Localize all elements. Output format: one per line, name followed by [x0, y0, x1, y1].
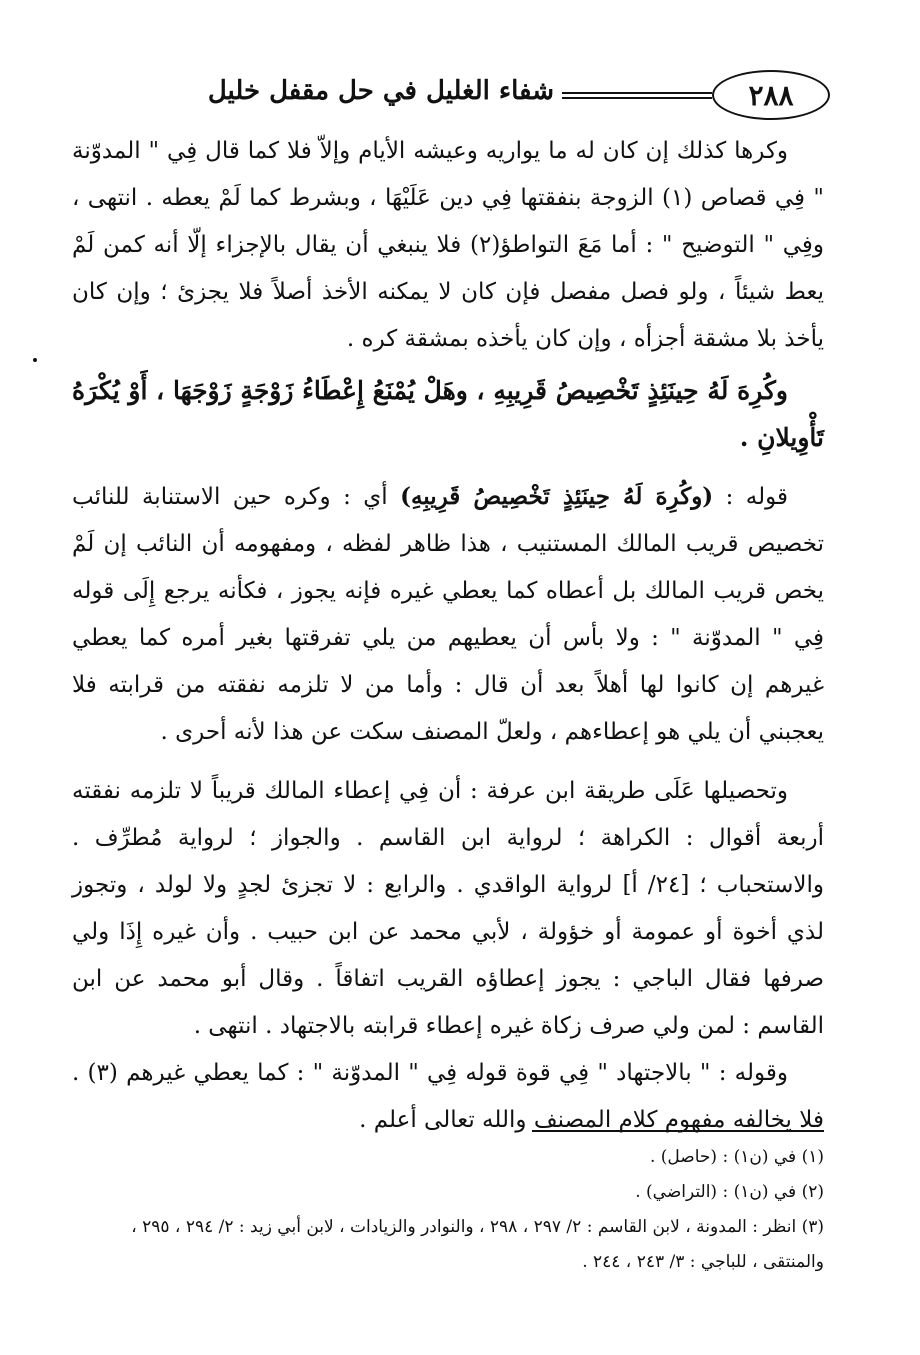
margin-mark	[33, 358, 37, 362]
paragraph-2-lead: قوله :	[713, 484, 788, 510]
main-text	[72, 128, 824, 1144]
running-title: شفاء الغليل في حل مقفل خليل	[207, 76, 554, 106]
paragraph-2	[72, 473, 824, 756]
paragraph-2-rest: أي : وكره حين الاستنابة للنائب تخصيص قريب المالك المستنيب ، هذا ظاهر لفظه ، ومفهومه أن النائب إن لَمْ يخص قريب المالك بل أعطاه كما يعطي غيره فإنه يجوز ، فكأنه يرجع إِلَى قوله فِي " المدوّنة " : ولا بأس أن يعطيهم من يلي تفرقتها بغير أمره كما يعطي غيرهم إن كانوا لها أهلاً بعد أن قال : وأما من لا تلزمه نفقته من قرابته فلا يعجبني أن يلي هو إعطاءهم ، ولعلّ المصنف سكت عن هذا لأنه أحرى .	[72, 484, 824, 745]
footnote-1: (١) في (ن١) : (حاصل) .	[649, 1147, 824, 1167]
paragraph-3: وتحصيلها عَلَى طريقة ابن عرفة : أن فِي إعطاء المالك قريباً لا تلزمه نفقته أربعة أقوال : الكراهة ؛ لرواية ابن القاسم . والجواز ؛ لرواية مُطرِّف . والاستحباب ؛ [٢٤/ أ] لرواية الواقدي . والرابع : لا تجزئ لجدٍ ولا لولد ، وتجوز لذي أخوة أو عمومة أو خؤولة ، لأبي محمد عن ابن حبيب . وأن غيره إِذَا ولي صرفها فقال الباجي : يجوز إعطاؤه القريب اتفاقاً . وقال أبو محمد عن ابن القاسم : لمن ولي صرف زكاة غيره إعطاء قرابته بالاجتهاد . انتهى .	[72, 778, 824, 1039]
paragraph-1: وكرها كذلك إن كان له ما يواريه وعيشه الأيام وإلاّ فلا كما قال فِي " المدوّنة " فِي قصاص (١) الزوجة بنفقتها فِي دين عَلَيْهَا ، وبشرط كما لَمْ يعطه . انتهى ، وفِي " التوضيح " : أما مَعَ التواطؤ(٢) فلا ينبغي أن يقال بالإجزاء إلّا أنه كمن لَمْ يعط شيئاً ، ولو فصل مفصل فإن كان لا يمكنه الأخذ أصلاً فلا يجزئ ؛ وإن كان يأخذ بلا مشقة أجزأه ، وإن كان يأخذه بمشقة كره .	[72, 138, 825, 352]
page-header	[60, 70, 830, 124]
footnote-separator	[532, 1130, 824, 1132]
matn-text: وكُرِهَ لَهُ حِينَئِذٍ تَخْصِيصُ قَرِيبِهِ ، وهَلْ يُمْنَعُ إِعْطَاءُ زَوْجَةٍ زَوْجَهَا ، أَوْ يُكْرَهُ تَأْوِيلانِ .	[72, 376, 824, 452]
paragraph-2-quote: (وكُرِهَ لَهُ حِينَئِذٍ تَخْصِيصُ قَرِيبِهِ)	[400, 483, 714, 510]
paragraph-4: وقوله : " بالاجتهاد " فِي قوة قوله فِي " المدوّنة " : كما يعطي غيرهم (٣) . فلا يخالفه مفهوم كلام المصنف والله تعالى أعلم .	[72, 1060, 824, 1133]
footnote-3: (٣) انظر : المدونة ، لابن القاسم : ٢/ ٢٩٧ ، ٢٩٨ ، والنوادر والزيادات ، لابن أبي زيد : ٢/ ٢٩٤ ، ٢٩٥ ، والمنتقى ، للباجي : ٣/ ٢٤٣ ، ٢٤٤ .	[131, 1217, 824, 1272]
footnote-2: (٢) في (ن١) : (التراضي) .	[635, 1182, 824, 1202]
header-rule	[562, 92, 712, 99]
page-number: ٢٨٨	[712, 70, 830, 120]
footnotes	[80, 1140, 824, 1280]
